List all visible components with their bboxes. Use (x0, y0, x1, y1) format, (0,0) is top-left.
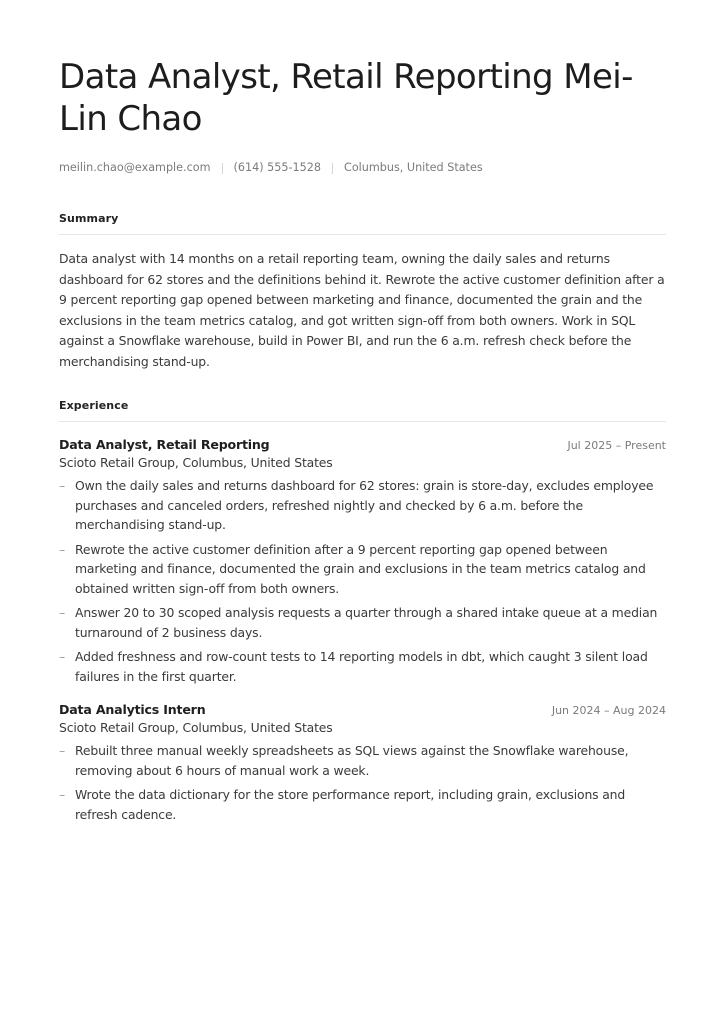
dash-icon: – (59, 649, 66, 664)
dash-icon: – (59, 541, 66, 557)
contact-divider (222, 163, 223, 174)
job-entry (59, 702, 666, 824)
job-title: Data Analyst, Retail Reporting (59, 437, 270, 452)
bullet-item (59, 540, 666, 599)
bullet-text: Rewrote the active customer definition after a 9 percent reporting gap opened between marketing and finance, documented the grain and exclusions in the team metrics catalog and obtained written sign-off from both owners. (75, 541, 646, 596)
dash-icon: – (59, 478, 66, 493)
bullet-item (59, 603, 666, 642)
dash-icon: – (59, 787, 66, 802)
bullet-item (59, 741, 666, 780)
dash-icon: – (59, 605, 66, 620)
job-bullets (59, 476, 666, 686)
bullet-text: Wrote the data dictionary for the store performance report, including grain, exclusions and refresh cadence. (75, 787, 626, 822)
summary-text: Data analyst with 14 months on a retail reporting team, owning the daily sales and returns dashboard for 62 stores and the definitions behind it. Rewrote the active customer definition after a 9 percent reporting gap opened between marketing and finance, documented the grain and the exclusions in the team metrics catalog, and got written sign-off from both owners. Work in SQL against a Snowflake warehouse, build in Power BI, and run the 6 a.m. refresh check before the merchandising stand-up. (59, 251, 665, 369)
section-title-experience: Experience (59, 399, 666, 422)
bullet-text: Rebuilt three manual weekly spreadsheets as SQL views against the Snowflake warehouse, removing about 6 hours of manual work a week. (75, 743, 629, 778)
job-company: Scioto Retail Group, Columbus, United States (59, 455, 333, 470)
bullet-item (59, 785, 666, 824)
job-dates: Jul 2025 – Present (567, 439, 666, 452)
resume-page (59, 56, 666, 829)
bullet-text: Added freshness and row-count tests to 14 reporting models in dbt, which caught 3 silent load failures in the first quarter. (75, 649, 648, 684)
job-title: Data Analytics Intern (59, 702, 206, 717)
job-dates: Jun 2024 – Aug 2024 (551, 704, 666, 717)
contact-location: Columbus, United States (344, 161, 483, 174)
job-entry (59, 437, 666, 686)
contact-line (59, 160, 666, 176)
bullet-text: Answer 20 to 30 scoped analysis requests a quarter through a shared intake queue at a median turnaround of 2 business days. (75, 605, 658, 640)
bullet-text: Own the daily sales and returns dashboard for 62 stores: grain is store-day, excludes employee purchases and canceled orders, refreshed nightly and checked by 6 a.m. before the merchandising stand-up. (75, 478, 654, 532)
job-company: Scioto Retail Group, Columbus, United States (59, 720, 333, 735)
section-title-summary: Summary (59, 212, 666, 235)
job-header (59, 702, 666, 717)
bullet-item (59, 647, 666, 686)
dash-icon: – (59, 743, 66, 758)
contact-email[interactable]: meilin.chao@example.com (59, 161, 211, 174)
contact-phone[interactable]: (614) 555-1528 (233, 161, 322, 174)
job-header (59, 437, 666, 452)
candidate-name: Data Analyst, Retail Reporting Mei-Lin Chao (59, 57, 633, 139)
job-bullets (59, 741, 666, 824)
summary-section (59, 212, 666, 372)
contact-divider (332, 163, 333, 174)
experience-section (59, 399, 666, 824)
bullet-item (59, 476, 666, 535)
